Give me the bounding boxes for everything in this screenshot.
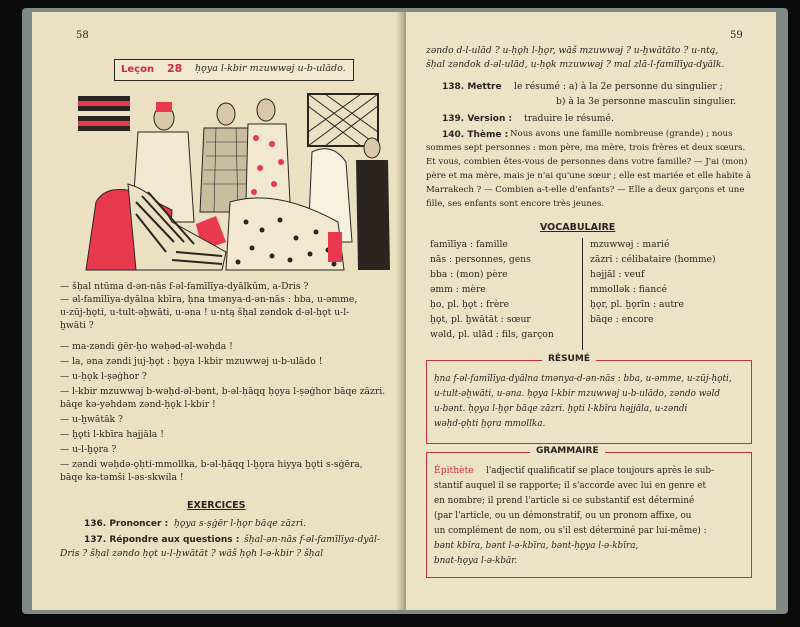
continuation-line: šḥal zǝndok d-ǝl-ulād, u-ḥǫk mzuwwǝj ? mal zlā-l-famīlīya-dyālk. <box>426 59 725 70</box>
page-number-right: 59 <box>730 30 743 41</box>
resume-line: u-tult-ǝḫwāti, u-ǝna. ḥǫya l-kbir mzuwwǝj u-b-ulādo, zǝndo wǝld <box>434 389 720 399</box>
vocab-divider <box>582 238 583 350</box>
dialogue-line: — u-l-ḫǫra ? <box>60 444 117 455</box>
dialogue-line: bāqe kǝ-yǝhdǝm zǝnd-ḥǫk l-kbir ! <box>60 399 216 410</box>
exercise-139-label: 139. Version : <box>442 114 513 124</box>
exercise-137-label: 137. Répondre aux questions : <box>84 535 240 545</box>
exercise-140-line: Nous avons une famille nombreuse (grande) ; nous <box>510 129 733 139</box>
vocab-entry: wǝld, pl. ulād : fils, garçon <box>430 329 554 340</box>
grammaire-line: stantif auquel il se rapporte; il s'accorde avec lui en genre et <box>434 481 706 491</box>
vocabulary-heading: VOCABULAIRE <box>540 222 616 233</box>
lesson-title-box <box>114 59 354 81</box>
right-page <box>406 12 776 610</box>
exercise-140-line: sommes sept personnes : mon père, ma mère, trois frères et deux sœurs. <box>426 143 746 153</box>
dialogue-line: — šḥal ntūma d-ǝn-nās f-ǝl-famīlīya-dyālkūm, a-Dris ? <box>60 281 309 292</box>
exercise-137-text: Dris ? šḥal zǝndo ḥǫt u-l-ḫwātāt ? wāš ḥǫh l-ǝ-kbir ? šḥal <box>60 548 324 559</box>
vocab-entry: hǝjjāl : veuf <box>590 269 645 280</box>
vocab-entry: nās : personnes, gens <box>430 254 531 265</box>
grammaire-line: un complément de nom, ou s'il est déterminé par lui-même) : <box>434 526 707 536</box>
grammaire-heading: GRAMMAIRE <box>530 446 605 456</box>
exercise-138-label: 138. Mettre <box>442 82 502 92</box>
exercise-137-text: šḥal-ǝn-nās f-ǝl-famīlīya-dyāl- <box>244 534 381 545</box>
vocab-entry: ḫǫr, pl. ḫǫrīn : autre <box>590 299 684 310</box>
family-illustration <box>76 92 396 272</box>
dialogue-line: — ḫǫti l-kbīra hǝjjāla ! <box>60 429 164 440</box>
dialogue-line: ḫwāti ? <box>60 320 94 331</box>
grammaire-label: Épithète <box>434 465 474 476</box>
vocab-entry: mzuwwǝj : marié <box>590 239 670 250</box>
lesson-number: 28 <box>167 62 183 75</box>
left-page <box>32 12 404 610</box>
exercise-138-b: b) à la 3e personne masculin singulier. <box>556 96 737 107</box>
dialogue-line: — u-ḥǫk l-ṣǝġhor ? <box>60 371 147 382</box>
grammaire-line: l'adjectif qualificatif se place toujours après le sub- <box>486 466 715 476</box>
grammaire-example: bnat-ḥǫya l-ǝ-kbār. <box>434 556 518 566</box>
exercise-140-line: fille, ses enfants sont encore très jeunes. <box>426 199 605 209</box>
exercise-138-a: le résumé : a) à la 2e personne du singulier ; <box>514 81 723 92</box>
vocab-entry: ǝmm : mère <box>430 284 486 295</box>
dialogue-line: — ma-zǝndi ġēr-ḥo wǝḥǝd-ǝl-wǝḥda ! <box>60 341 233 352</box>
exercise-140-line: Et vous, combien êtes-vous de personnes dans votre famille? — J'ai (mon) <box>426 157 748 167</box>
exercise-140-line: père et ma mère, mais je n'ai qu'une sœur ; elle est mariée et elle habite à <box>426 171 752 181</box>
grammaire-line: (par l'article, ou un démonstratif, ou un pronom affixe, ou <box>434 511 692 521</box>
dialogue-line: u-zūj-ḥǫti, u-tult-ǝḫwāti, u-ǝna ! u-ntą šḥal zǝndok d-ǝl-ḥǫt u-l- <box>60 307 350 318</box>
vocab-entry: ḥo, pl. ḥǫt : frère <box>430 299 510 310</box>
resume-box <box>426 360 752 444</box>
resume-line: ḥna f-ǝl-famīlīya-dyālna tmǝnya-d-ǝn-nās : bba, u-ǝmme, u-zūj-ḥǫti, <box>434 374 732 384</box>
grammaire-line: en nombre; il prend l'article si ce substantif est déterminé <box>434 496 695 506</box>
exercise-136-text: ḥǫya s-ṣġēr l-ḥǫr bāqe zāzri. <box>174 518 307 529</box>
vocab-entry: famīlīya : famille <box>430 239 508 250</box>
lesson-title: ḥǫya l-kbir mzuwwǝj u-b-ulādo. <box>195 63 346 74</box>
exercise-139-text: traduire le résumé. <box>524 113 614 124</box>
dialogue-line: — zǝndi wǝḥdǝ-ǫḥti-mmollka, b-ǝl-ḥāqq l-ḫǫra hiyya ḫǫti s-sġēra, <box>60 459 363 470</box>
exercises-heading: EXERCICES <box>187 500 246 511</box>
exercise-140-label: 140. Thème : <box>442 130 509 140</box>
page-number-left: 58 <box>76 30 89 41</box>
vocab-entry: ḫǫt, pl. ḫwātāt : sœur <box>430 314 531 325</box>
lesson-label: Leçon <box>121 64 155 75</box>
grammaire-example: bǝnt kbīra, bǝnt l-ǝ-kbīra, bǝnt-ḥǫya l-ǝ-kbīra, <box>434 541 639 551</box>
exercise-136-label: 136. Prononcer : <box>84 519 169 529</box>
resume-heading: RÉSUMÉ <box>542 354 596 364</box>
resume-line: u-bǝnt. ḥǫya l-ḫǫr bāqe zāzri. ḫǫti l-kbīra hǝjjāla, u-zǝndi <box>434 404 688 414</box>
dialogue-line: — ǝl-famīlīya-dyālna kbīra, ḥna tmǝnya-d-ǝn-nās : bba, u-ǝmme, <box>60 294 358 305</box>
dialogue-line: — u-ḫwātāk ? <box>60 414 123 425</box>
dialogue-line: — l-kbir mzuwwǝj b-wǝḥd-ǝl-bǝnt, b-ǝl-ḥāqq ḥǫya l-ṣǝġhor bāqe zāzri. <box>60 386 386 397</box>
vocab-entry: mmollǝk : fiancé <box>590 284 667 295</box>
dialogue-line: — la, ǝna zǝndi juj-ḥǫt : ḥǫya l-kbir mzuwwǝj u-b-ulādo ! <box>60 356 323 367</box>
vocab-entry: zāzri : célibataire (homme) <box>590 254 716 265</box>
vocab-entry: bba : (mon) père <box>430 269 508 280</box>
vocab-entry: bāqe : encore <box>590 314 654 325</box>
dialogue-line: bāqe kǝ-tǝmši l-ǝs-skwila ! <box>60 472 184 483</box>
continuation-line: zǝndo d-l-ulād ? u-ḥǫh l-ḫǫr, wāš mzuwwǝj ? u-ḫwātāto ? u-ntą, <box>426 45 719 56</box>
exercise-140-line: Marrakech ? — Combien a-t-elle d'enfants? — Elle a deux garçons et une <box>426 185 745 195</box>
resume-line: wǝḥd-ǫḥti ḫǫra mmollka. <box>434 419 546 429</box>
